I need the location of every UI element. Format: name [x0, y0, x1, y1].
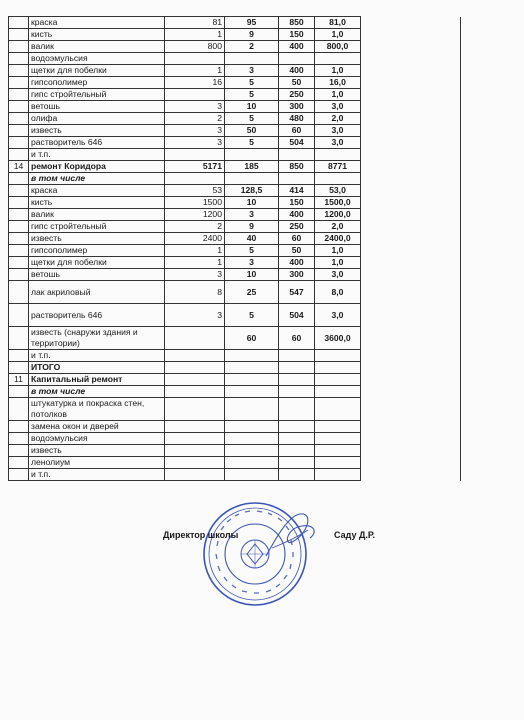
item-name-cell: известь [29, 125, 165, 137]
unit-count-cell: 10 [225, 101, 279, 113]
director-role-label: Директор школы [163, 530, 239, 540]
unit-count-cell: 3 [225, 65, 279, 77]
item-name-cell: известь [29, 445, 165, 457]
quantity-cell [165, 362, 225, 374]
table-row [9, 304, 461, 327]
empty-cell [361, 433, 461, 445]
unit-count-cell: 5 [225, 89, 279, 101]
total-cell [315, 53, 361, 65]
quantity-cell [165, 89, 225, 101]
item-name-cell: гипсополимер [29, 245, 165, 257]
row-number-cell [9, 29, 29, 41]
unit-count-cell [225, 149, 279, 161]
item-name-cell: гипс стройтельный [29, 89, 165, 101]
total-cell [315, 149, 361, 161]
row-number-cell [9, 445, 29, 457]
total-cell: 81,0 [315, 17, 361, 29]
unit-price-cell [279, 386, 315, 398]
table-row [9, 29, 461, 41]
unit-count-cell: 5 [225, 113, 279, 125]
total-cell: 3,0 [315, 125, 361, 137]
row-number-cell [9, 113, 29, 125]
item-name-cell: ленолиум [29, 457, 165, 469]
empty-cell [361, 149, 461, 161]
table-row [9, 161, 461, 173]
empty-cell [361, 398, 461, 421]
item-name-cell: в том числе [29, 386, 165, 398]
empty-cell [361, 125, 461, 137]
unit-price-cell [279, 149, 315, 161]
estimate-table [8, 16, 461, 481]
total-cell: 1,0 [315, 245, 361, 257]
row-number-cell [9, 173, 29, 185]
unit-count-cell: 3 [225, 209, 279, 221]
row-number-cell [9, 149, 29, 161]
item-name-cell: штукатурка и покраска стен, потолков [29, 398, 165, 421]
quantity-cell: 3 [165, 137, 225, 149]
row-number-cell [9, 77, 29, 89]
unit-price-cell [279, 362, 315, 374]
table-row [9, 77, 461, 89]
total-cell: 1,0 [315, 257, 361, 269]
unit-price-cell: 400 [279, 65, 315, 77]
table-row [9, 245, 461, 257]
quantity-cell: 1 [165, 65, 225, 77]
unit-price-cell: 504 [279, 304, 315, 327]
unit-price-cell [279, 433, 315, 445]
row-number-cell [9, 233, 29, 245]
quantity-cell [165, 445, 225, 457]
quantity-cell: 1 [165, 29, 225, 41]
item-name-cell: ветошь [29, 269, 165, 281]
total-cell: 1500,0 [315, 197, 361, 209]
unit-count-cell: 25 [225, 281, 279, 304]
unit-price-cell [279, 445, 315, 457]
item-name-cell: и т.п. [29, 350, 165, 362]
row-number-cell [9, 89, 29, 101]
total-cell: 3,0 [315, 137, 361, 149]
estimate-table-body [9, 17, 461, 481]
unit-count-cell: 40 [225, 233, 279, 245]
quantity-cell [165, 149, 225, 161]
unit-count-cell: 9 [225, 29, 279, 41]
quantity-cell: 5171 [165, 161, 225, 173]
unit-count-cell [225, 469, 279, 481]
quantity-cell: 3 [165, 101, 225, 113]
quantity-cell: 16 [165, 77, 225, 89]
unit-price-cell: 50 [279, 77, 315, 89]
quantity-cell [165, 433, 225, 445]
row-number-cell [9, 421, 29, 433]
row-number-cell [9, 362, 29, 374]
total-cell [315, 386, 361, 398]
table-row [9, 65, 461, 77]
row-number-cell [9, 17, 29, 29]
table-row [9, 362, 461, 374]
unit-price-cell: 300 [279, 269, 315, 281]
quantity-cell: 3 [165, 125, 225, 137]
item-name-cell: гипс стройтельный [29, 221, 165, 233]
empty-cell [361, 53, 461, 65]
table-row [9, 185, 461, 197]
total-cell [315, 362, 361, 374]
total-cell [315, 398, 361, 421]
quantity-cell: 53 [165, 185, 225, 197]
quantity-cell [165, 398, 225, 421]
unit-price-cell: 547 [279, 281, 315, 304]
empty-cell [361, 374, 461, 386]
total-cell: 8771 [315, 161, 361, 173]
empty-cell [361, 173, 461, 185]
item-name-cell: замена окон и дверей [29, 421, 165, 433]
quantity-cell: 8 [165, 281, 225, 304]
estimate-table-wrapper [8, 16, 461, 481]
total-cell: 2,0 [315, 221, 361, 233]
quantity-cell: 3 [165, 269, 225, 281]
table-row [9, 53, 461, 65]
empty-cell [361, 221, 461, 233]
table-row [9, 101, 461, 113]
item-name-cell: валик [29, 209, 165, 221]
table-row [9, 386, 461, 398]
empty-cell [361, 362, 461, 374]
item-name-cell: краска [29, 17, 165, 29]
table-row [9, 89, 461, 101]
item-name-cell: водоэмульсия [29, 53, 165, 65]
total-cell [315, 469, 361, 481]
unit-count-cell [225, 433, 279, 445]
quantity-cell: 2400 [165, 233, 225, 245]
table-row [9, 221, 461, 233]
item-name-cell: и т.п. [29, 149, 165, 161]
quantity-cell [165, 469, 225, 481]
item-name-cell: водоэмульсия [29, 433, 165, 445]
unit-price-cell [279, 173, 315, 185]
quantity-cell [165, 173, 225, 185]
unit-count-cell: 128,5 [225, 185, 279, 197]
table-row [9, 149, 461, 161]
total-cell: 1200,0 [315, 209, 361, 221]
unit-count-cell: 10 [225, 269, 279, 281]
row-number-cell [9, 209, 29, 221]
row-number-cell [9, 269, 29, 281]
unit-price-cell: 50 [279, 245, 315, 257]
row-number-cell [9, 433, 29, 445]
total-cell [315, 445, 361, 457]
table-row [9, 445, 461, 457]
empty-cell [361, 386, 461, 398]
total-cell [315, 421, 361, 433]
unit-count-cell: 2 [225, 41, 279, 53]
unit-count-cell [225, 350, 279, 362]
unit-price-cell [279, 350, 315, 362]
item-name-cell: олифа [29, 113, 165, 125]
table-row [9, 173, 461, 185]
handwritten-signature [262, 508, 322, 564]
quantity-cell [165, 421, 225, 433]
item-name-cell: ИТОГО [29, 362, 165, 374]
unit-price-cell: 250 [279, 89, 315, 101]
total-cell [315, 350, 361, 362]
empty-cell [361, 257, 461, 269]
total-cell: 800,0 [315, 41, 361, 53]
unit-price-cell [279, 398, 315, 421]
row-number-cell [9, 41, 29, 53]
total-cell: 3,0 [315, 101, 361, 113]
quantity-cell: 1200 [165, 209, 225, 221]
table-row [9, 41, 461, 53]
total-cell: 2,0 [315, 113, 361, 125]
item-name-cell: щетки для побелки [29, 257, 165, 269]
quantity-cell: 2 [165, 221, 225, 233]
unit-price-cell: 480 [279, 113, 315, 125]
empty-cell [361, 209, 461, 221]
row-number-cell [9, 137, 29, 149]
unit-price-cell [279, 374, 315, 386]
unit-count-cell: 5 [225, 77, 279, 89]
item-name-cell: гипсополимер [29, 77, 165, 89]
item-name-cell: известь (снаружи здания и территории) [29, 327, 165, 350]
item-name-cell: щетки для побелки [29, 65, 165, 77]
total-cell: 1,0 [315, 65, 361, 77]
empty-cell [361, 281, 461, 304]
unit-price-cell: 850 [279, 17, 315, 29]
unit-price-cell: 850 [279, 161, 315, 173]
unit-price-cell: 60 [279, 327, 315, 350]
item-name-cell: валик [29, 41, 165, 53]
item-name-cell: растворитель 646 [29, 137, 165, 149]
row-number-cell [9, 457, 29, 469]
item-name-cell: ремонт Коридора [29, 161, 165, 173]
unit-price-cell [279, 421, 315, 433]
item-name-cell: в том числе [29, 173, 165, 185]
unit-count-cell: 9 [225, 221, 279, 233]
table-row [9, 113, 461, 125]
row-number-cell [9, 245, 29, 257]
quantity-cell: 1 [165, 257, 225, 269]
quantity-cell [165, 374, 225, 386]
table-row [9, 269, 461, 281]
quantity-cell [165, 457, 225, 469]
empty-cell [361, 17, 461, 29]
row-number-cell [9, 386, 29, 398]
empty-cell [361, 65, 461, 77]
table-row [9, 327, 461, 350]
table-row [9, 469, 461, 481]
unit-price-cell: 400 [279, 257, 315, 269]
unit-count-cell [225, 445, 279, 457]
empty-cell [361, 304, 461, 327]
total-cell [315, 374, 361, 386]
table-row [9, 257, 461, 269]
empty-cell [361, 269, 461, 281]
unit-price-cell: 150 [279, 197, 315, 209]
table-row [9, 350, 461, 362]
quantity-cell: 3 [165, 304, 225, 327]
unit-price-cell [279, 457, 315, 469]
empty-cell [361, 137, 461, 149]
item-name-cell: известь [29, 233, 165, 245]
unit-count-cell: 60 [225, 327, 279, 350]
unit-price-cell: 60 [279, 125, 315, 137]
item-name-cell: растворитель 646 [29, 304, 165, 327]
empty-cell [361, 233, 461, 245]
table-row [9, 209, 461, 221]
table-row [9, 233, 461, 245]
total-cell: 16,0 [315, 77, 361, 89]
item-name-cell: краска [29, 185, 165, 197]
row-number-cell [9, 281, 29, 304]
total-cell: 1,0 [315, 29, 361, 41]
empty-cell [361, 327, 461, 350]
unit-count-cell [225, 362, 279, 374]
total-cell [315, 457, 361, 469]
unit-price-cell: 400 [279, 41, 315, 53]
item-name-cell: и т.п. [29, 469, 165, 481]
total-cell: 3600,0 [315, 327, 361, 350]
unit-price-cell [279, 469, 315, 481]
unit-price-cell [279, 53, 315, 65]
table-row [9, 125, 461, 137]
unit-count-cell: 5 [225, 137, 279, 149]
unit-price-cell: 400 [279, 209, 315, 221]
table-row [9, 197, 461, 209]
row-number-cell [9, 53, 29, 65]
row-number-cell [9, 304, 29, 327]
item-name-cell: кисть [29, 197, 165, 209]
row-number-cell [9, 125, 29, 137]
unit-price-cell: 414 [279, 185, 315, 197]
empty-cell [361, 469, 461, 481]
empty-cell [361, 41, 461, 53]
empty-cell [361, 457, 461, 469]
unit-price-cell: 300 [279, 101, 315, 113]
unit-count-cell: 5 [225, 304, 279, 327]
item-name-cell: Капитальный ремонт [29, 374, 165, 386]
row-number-cell [9, 197, 29, 209]
row-number-cell [9, 350, 29, 362]
item-name-cell: кисть [29, 29, 165, 41]
empty-cell [361, 197, 461, 209]
unit-count-cell: 5 [225, 245, 279, 257]
quantity-cell [165, 53, 225, 65]
total-cell: 8,0 [315, 281, 361, 304]
row-number-cell: 11 [9, 374, 29, 386]
empty-cell [361, 29, 461, 41]
unit-count-cell: 50 [225, 125, 279, 137]
empty-cell [361, 101, 461, 113]
quantity-cell: 1 [165, 245, 225, 257]
total-cell: 53,0 [315, 185, 361, 197]
unit-count-cell: 10 [225, 197, 279, 209]
unit-count-cell [225, 421, 279, 433]
total-cell: 3,0 [315, 269, 361, 281]
empty-cell [361, 89, 461, 101]
total-cell: 1,0 [315, 89, 361, 101]
item-name-cell: ветошь [29, 101, 165, 113]
total-cell [315, 433, 361, 445]
unit-count-cell: 95 [225, 17, 279, 29]
unit-count-cell [225, 398, 279, 421]
quantity-cell: 1500 [165, 197, 225, 209]
empty-cell [361, 185, 461, 197]
quantity-cell: 2 [165, 113, 225, 125]
row-number-cell [9, 185, 29, 197]
unit-count-cell: 3 [225, 257, 279, 269]
table-row [9, 421, 461, 433]
item-name-cell: лак акриловый [29, 281, 165, 304]
unit-count-cell [225, 173, 279, 185]
unit-count-cell [225, 53, 279, 65]
table-row [9, 374, 461, 386]
unit-count-cell [225, 386, 279, 398]
row-number-cell [9, 101, 29, 113]
table-row [9, 17, 461, 29]
unit-count-cell [225, 457, 279, 469]
table-row [9, 281, 461, 304]
quantity-cell: 81 [165, 17, 225, 29]
empty-cell [361, 445, 461, 457]
total-cell [315, 173, 361, 185]
quantity-cell: 800 [165, 41, 225, 53]
empty-cell [361, 245, 461, 257]
table-row [9, 457, 461, 469]
quantity-cell [165, 327, 225, 350]
row-number-cell [9, 398, 29, 421]
empty-cell [361, 77, 461, 89]
unit-count-cell [225, 374, 279, 386]
empty-cell [361, 113, 461, 125]
total-cell: 2400,0 [315, 233, 361, 245]
unit-count-cell: 185 [225, 161, 279, 173]
quantity-cell [165, 350, 225, 362]
row-number-cell [9, 327, 29, 350]
director-name: Саду Д.Р. [334, 530, 376, 540]
unit-price-cell: 504 [279, 137, 315, 149]
empty-cell [361, 421, 461, 433]
empty-cell [361, 350, 461, 362]
row-number-cell [9, 469, 29, 481]
quantity-cell [165, 386, 225, 398]
table-row [9, 433, 461, 445]
row-number-cell [9, 65, 29, 77]
table-row [9, 398, 461, 421]
empty-cell [361, 161, 461, 173]
row-number-cell: 14 [9, 161, 29, 173]
row-number-cell [9, 221, 29, 233]
unit-price-cell: 250 [279, 221, 315, 233]
total-cell: 3,0 [315, 304, 361, 327]
unit-price-cell: 60 [279, 233, 315, 245]
table-row [9, 137, 461, 149]
unit-price-cell: 150 [279, 29, 315, 41]
row-number-cell [9, 257, 29, 269]
